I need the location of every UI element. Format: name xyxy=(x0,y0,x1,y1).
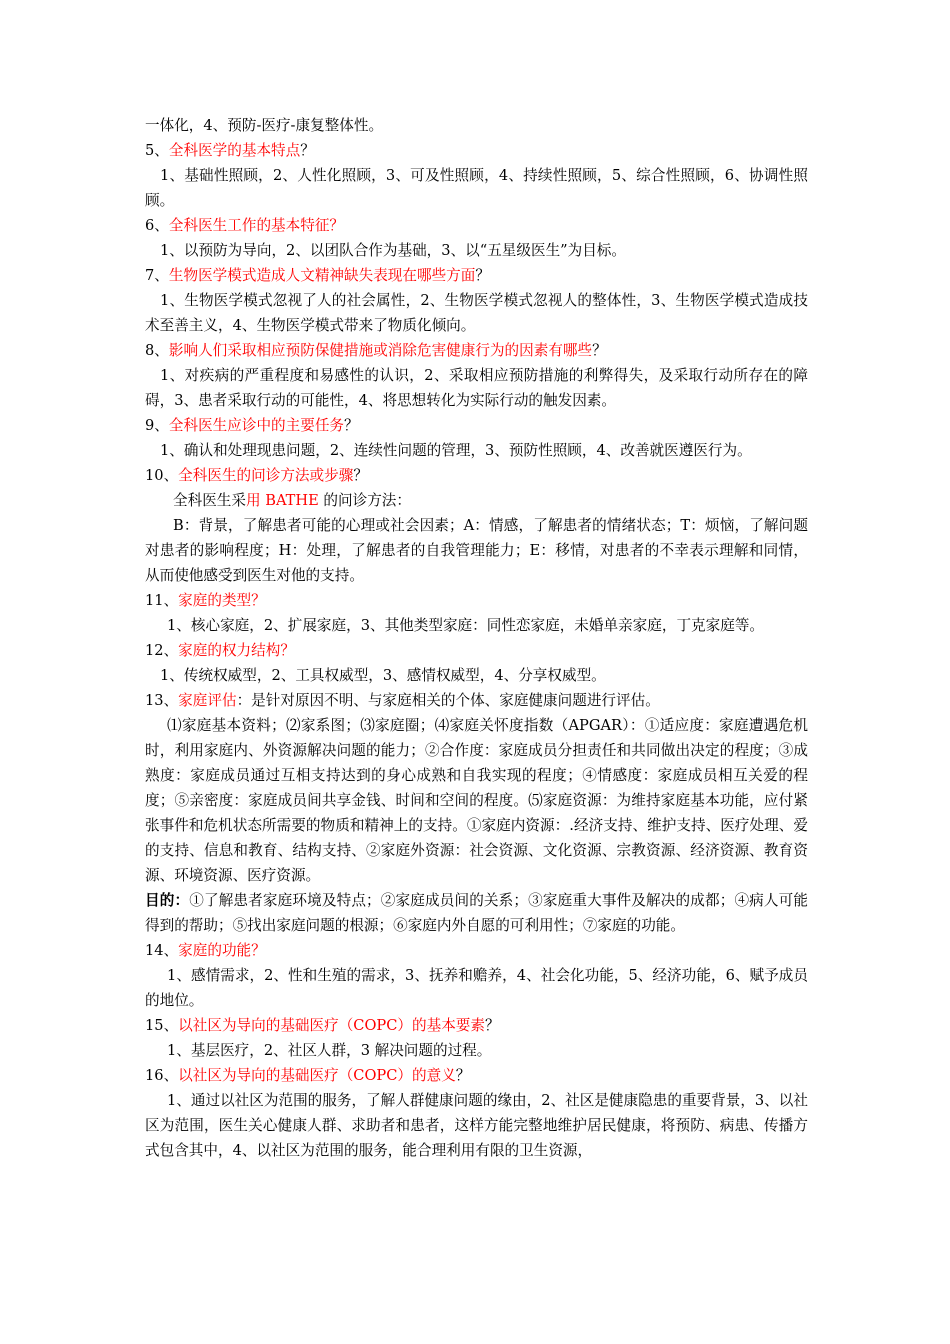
question-6 xyxy=(145,213,808,238)
question-11 xyxy=(145,588,808,613)
answer-11: 1、核心家庭，2、扩展家庭，3、其他类型家庭：同性恋家庭，未婚单亲家庭，丁克家庭等。 xyxy=(167,617,765,634)
question-mark: ？ xyxy=(455,1067,471,1084)
question-10 xyxy=(145,463,808,488)
answer-text: 全科医生采 xyxy=(173,492,246,509)
question-mark: ？ xyxy=(475,267,490,284)
question-number: 9、 xyxy=(145,417,169,434)
question-number: 6、 xyxy=(145,217,169,234)
question-5 xyxy=(145,138,808,163)
question-text: 以社区为导向的基础医疗（COPC）的基本要素 xyxy=(178,1017,485,1034)
question-number: 5、 xyxy=(145,142,169,159)
answer-14: 1、感情需求，2、性和生殖的需求，3、抚养和赡养，4、社会化功能，5、经济功能，6、赋予成员的地位。 xyxy=(145,967,808,1009)
question-number: 11、 xyxy=(145,592,179,609)
answer-12: 1、传统权威型，2、工具权威型，3、感情权威型，4、分享权威型。 xyxy=(160,667,606,684)
question-text: 家庭的权力结构？ xyxy=(178,642,295,659)
question-mark: ？ xyxy=(484,1017,500,1034)
document-page xyxy=(145,113,808,1163)
question-number: 10、 xyxy=(145,467,179,484)
question-text: 全科医生应诊中的主要任务 xyxy=(168,417,345,434)
answer-7: 1、生物医学模式忽视了人的社会属性，2、生物医学模式忽视人的整体性，3、生物医学模式造成技术至善主义，4、生物医学模式带来了物质化倾向。 xyxy=(145,292,808,334)
goal-label: 目的： xyxy=(145,892,190,909)
question-mark: ？ xyxy=(300,142,315,159)
answer-16: 1、通过以社区为范围的服务，了解人群健康问题的缘由，2、社区是健康隐患的重要背景，3、以社区为范围，医生关心健康人群、求助者和患者，这样方能完整地维护居民健康，将预防、病患、传播方式包含其中，4、以社区为范围的服务，能合理利用有限的卫生资源， xyxy=(145,1092,808,1159)
question-8 xyxy=(145,338,808,363)
question-16 xyxy=(145,1063,808,1088)
question-number: 15、 xyxy=(145,1017,179,1034)
answer-13-goal xyxy=(145,888,808,938)
answer-15: 1、基层医疗，2、社区人群，3 解决问题的过程。 xyxy=(167,1042,492,1059)
answer-9: 1、确认和处理现患问题，2、连续性问题的管理，3、预防性照顾，4、改善就医遵医行为。 xyxy=(160,442,752,459)
question-text: 全科医生的问诊方法或步骤 xyxy=(178,467,354,484)
bathe-highlight: 用 BATHE xyxy=(245,492,319,509)
question-text: 影响人们采取相应预防保健措施或消除危害健康行为的因素有哪些 xyxy=(168,342,593,359)
question-text: 以社区为导向的基础医疗（COPC）的意义 xyxy=(178,1067,456,1084)
question-13 xyxy=(145,688,808,713)
question-14 xyxy=(145,938,808,963)
question-text: 全科医生工作的基本特征？ xyxy=(168,217,345,234)
question-15 xyxy=(145,1013,808,1038)
question-text: 家庭的类型？ xyxy=(178,592,266,609)
goal-text: ①了解患者家庭环境及特点；②家庭成员间的关系；③家庭重大事件及解决的成都；④病人可能得到的帮助；⑤找出家庭问题的根源；⑥家庭内外自愿的可利用性；⑦家庭的功能。 xyxy=(145,892,808,934)
answer-10-detail: B：背景，了解患者可能的心理或社会因素；A：情感，了解患者的情绪状态；T：烦恼，了解问题对患者的影响程度；H：处理，了解患者的自我管理能力；E：移情，对患者的不幸表示理解和同情，从而使他感受到医生对他的支持。 xyxy=(145,517,808,584)
answer-text: 的问诊方法： xyxy=(318,492,411,509)
question-number: 8、 xyxy=(145,342,169,359)
answer-8: 1、对疾病的严重程度和易感性的认识，2、采取相应预防措施的利弊得失，及采取行动所存在的障碍，3、患者采取行动的可能性，4、将思想转化为实际行动的触发因素。 xyxy=(145,367,808,409)
answer-10-intro xyxy=(145,488,808,513)
question-number: 14、 xyxy=(145,942,179,959)
question-text: 家庭评估 xyxy=(178,692,237,709)
question-mark: ？ xyxy=(344,417,359,434)
question-mark: ？ xyxy=(353,467,368,484)
question-12 xyxy=(145,638,808,663)
question-number: 16、 xyxy=(145,1067,179,1084)
answer-5: 1、基础性照顾，2、人性化照顾，3、可及性照顾，4、持续性照顾，5、综合性照顾，6、协调性照顾。 xyxy=(145,167,808,209)
answer-6: 1、以预防为导向，2、以团队合作为基础，3、以“五星级医生”为目标。 xyxy=(160,242,626,259)
question-7 xyxy=(145,263,808,288)
answer-13: ⑴家庭基本资料；⑵家系图；⑶家庭圈；⑷家庭关怀度指数（APGAR）：①适应度：家庭遭遇危机时，利用家庭内、外资源解决问题的能力；②合作度：家庭成员分担责任和共同做出决定的程度；③成熟度：家庭成员通过互相支持达到的身心成熟和自我实现的程度；④情感度：家庭成员相互关爱的程度；⑤亲密度：家庭成员间共享金钱、时间和空间的程度。⑸家庭资源：为维持家庭基本功能，应付紧张事件和危机状态所需要的物质和精神上的支持。①家庭内资源：.经济支持、维护支持、医疗处理、爱的支持、信息和教育、结构支持、②家庭外资源：社会资源、文化资源、宗教资源、经济资源、教育资源、环境资源、医疗资源。 xyxy=(145,717,808,884)
question-mark: ？ xyxy=(592,342,607,359)
question-definition: ：是针对原因不明、与家庭相关的个体、家庭健康问题进行评估。 xyxy=(236,692,660,709)
paragraph-continuation: 一体化，4、预防-医疗-康复整体性。 xyxy=(145,117,384,134)
question-number: 12、 xyxy=(145,642,179,659)
question-number: 13、 xyxy=(145,692,179,709)
question-text: 生物医学模式造成人文精神缺失表现在哪些方面 xyxy=(168,267,476,284)
question-text: 家庭的功能？ xyxy=(178,942,266,959)
question-text: 全科医学的基本特点 xyxy=(168,142,301,159)
question-9 xyxy=(145,413,808,438)
question-number: 7、 xyxy=(145,267,169,284)
